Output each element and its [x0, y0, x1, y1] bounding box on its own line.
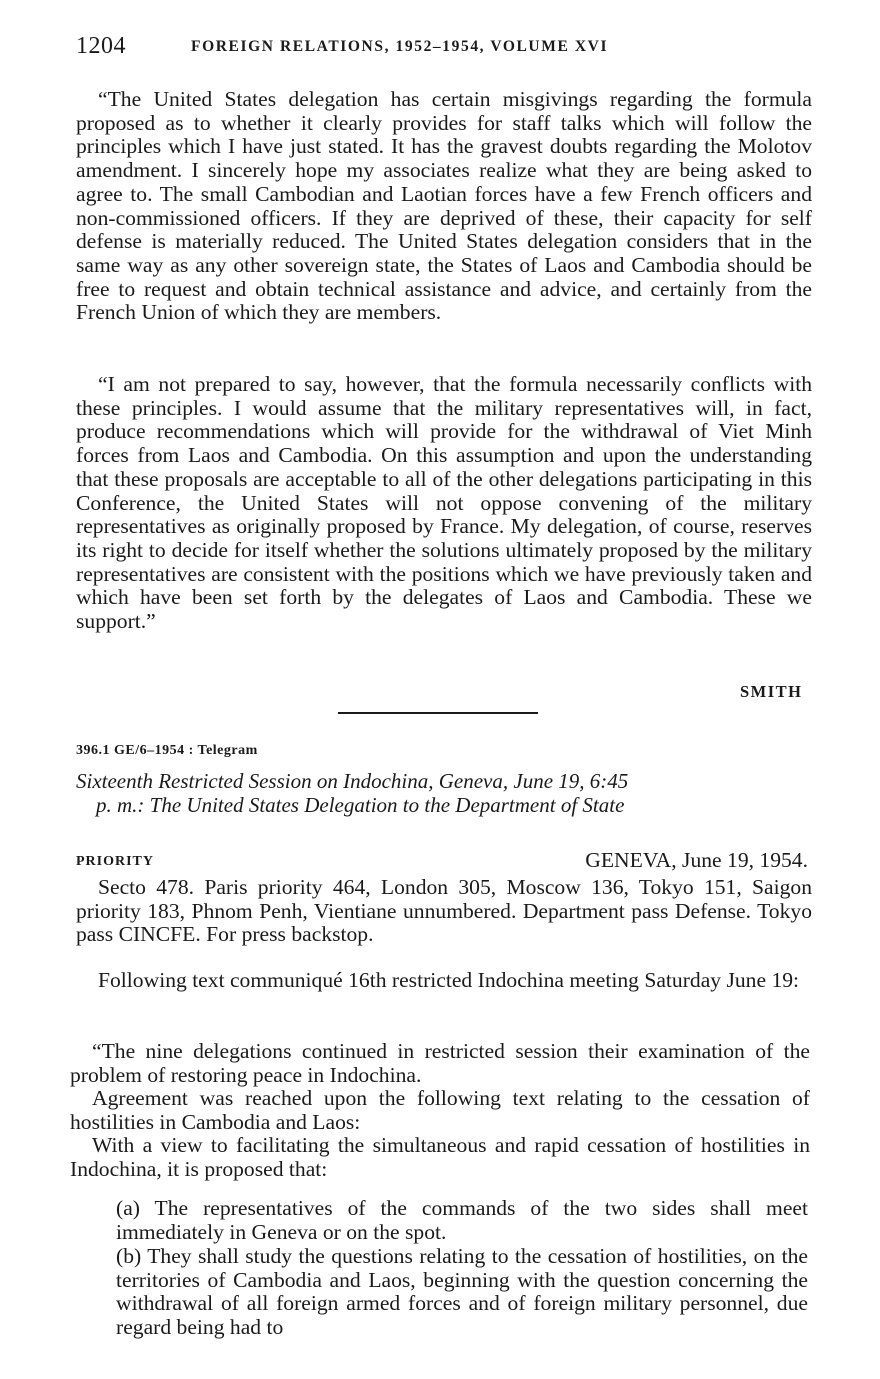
document-title	[76, 769, 812, 817]
section-divider	[338, 712, 538, 714]
page-header	[76, 33, 816, 61]
dateline: GENEVA, June 19, 1954.	[585, 848, 808, 872]
document-title-line-1: Sixteenth Restricted Session on Indochina, Geneva, June 19, 6:45	[76, 769, 629, 793]
quoted-paragraph-1: “The United States delegation has certain misgivings regarding the formula proposed as to whether it clearly provides for staff talks which will follow the principles which I have just stated. It has the gravest doubts regarding the Molotov amendment. I sincerely hope my associates realize what they are being asked to agree to. The small Cambodian and Laotian forces have a few French officers and non-commissioned officers. If they are deprived of these, their capacity for self defense is materially reduced. The United States delegation considers that in the same way as any other sovereign state, the States of Laos and Cambodia should be free to request and obtain technical assistance and advice, and certainly from the French Union of which they are members.	[76, 87, 812, 325]
communique-paragraph-3: With a view to facilitating the simultaneous and rapid cessation of hostilities in Indochina, it is proposed that:	[70, 1133, 810, 1181]
item-a: (a) The representatives of the commands of the two sides shall meet immediately in Geneva or on the spot.	[116, 1196, 808, 1244]
communique-paragraph-2: Agreement was reached upon the following text relating to the cessation of hostilities in Cambodia and Laos:	[70, 1086, 810, 1134]
following-paragraph: Following text communiqué 16th restricted Indochina meeting Saturday June 19:	[98, 968, 800, 992]
item-b: (b) They shall study the questions relating to the cessation of hostilities, on the territories of Cambodia and Laos, beginning with the question concerning the withdrawal of all foreign armed forces and of foreign military personnel, due regard being had to	[116, 1244, 808, 1340]
priority-label: PRIORITY	[76, 854, 155, 869]
running-head: FOREIGN RELATIONS, 1952–1954, VOLUME XVI	[191, 38, 609, 55]
signature: SMITH	[740, 682, 803, 701]
quoted-paragraph-2: “I am not prepared to say, however, that the formula necessarily conflicts with these principles. I would assume that the military representatives will, in fact, produce recommendations which will provide for the withdrawal of Viet Minh forces from Laos and Cambodia. On this assumption and upon the understanding that these proposals are acceptable to all of the other delegations participating in this Conference, the United States will not oppose convening of the military representatives as originally proposed by France. My delegation, of course, reserves its right to decide for itself whether the solutions ultimately proposed by the military representatives are consistent with the positions which we have previously taken and which have been set forth by the delegates of Laos and Cambodia. These we support.”	[76, 372, 812, 634]
file-reference: 396.1 GE/6–1954 : Telegram	[76, 743, 258, 758]
communique-paragraph-1: “The nine delegations continued in restricted session their examination of the problem of restoring peace in Indochina.	[70, 1039, 810, 1087]
page-number: 1204	[76, 33, 126, 59]
secto-paragraph: Secto 478. Paris priority 464, London 305, Moscow 136, Tokyo 151, Saigon priority 183, Phnom Penh, Vientiane unnumbered. Department pass Defense. Tokyo pass CINCFE. For press backstop.	[76, 875, 812, 947]
document-title-line-2: p. m.: The United States Delegation to the Department of State	[96, 793, 625, 817]
